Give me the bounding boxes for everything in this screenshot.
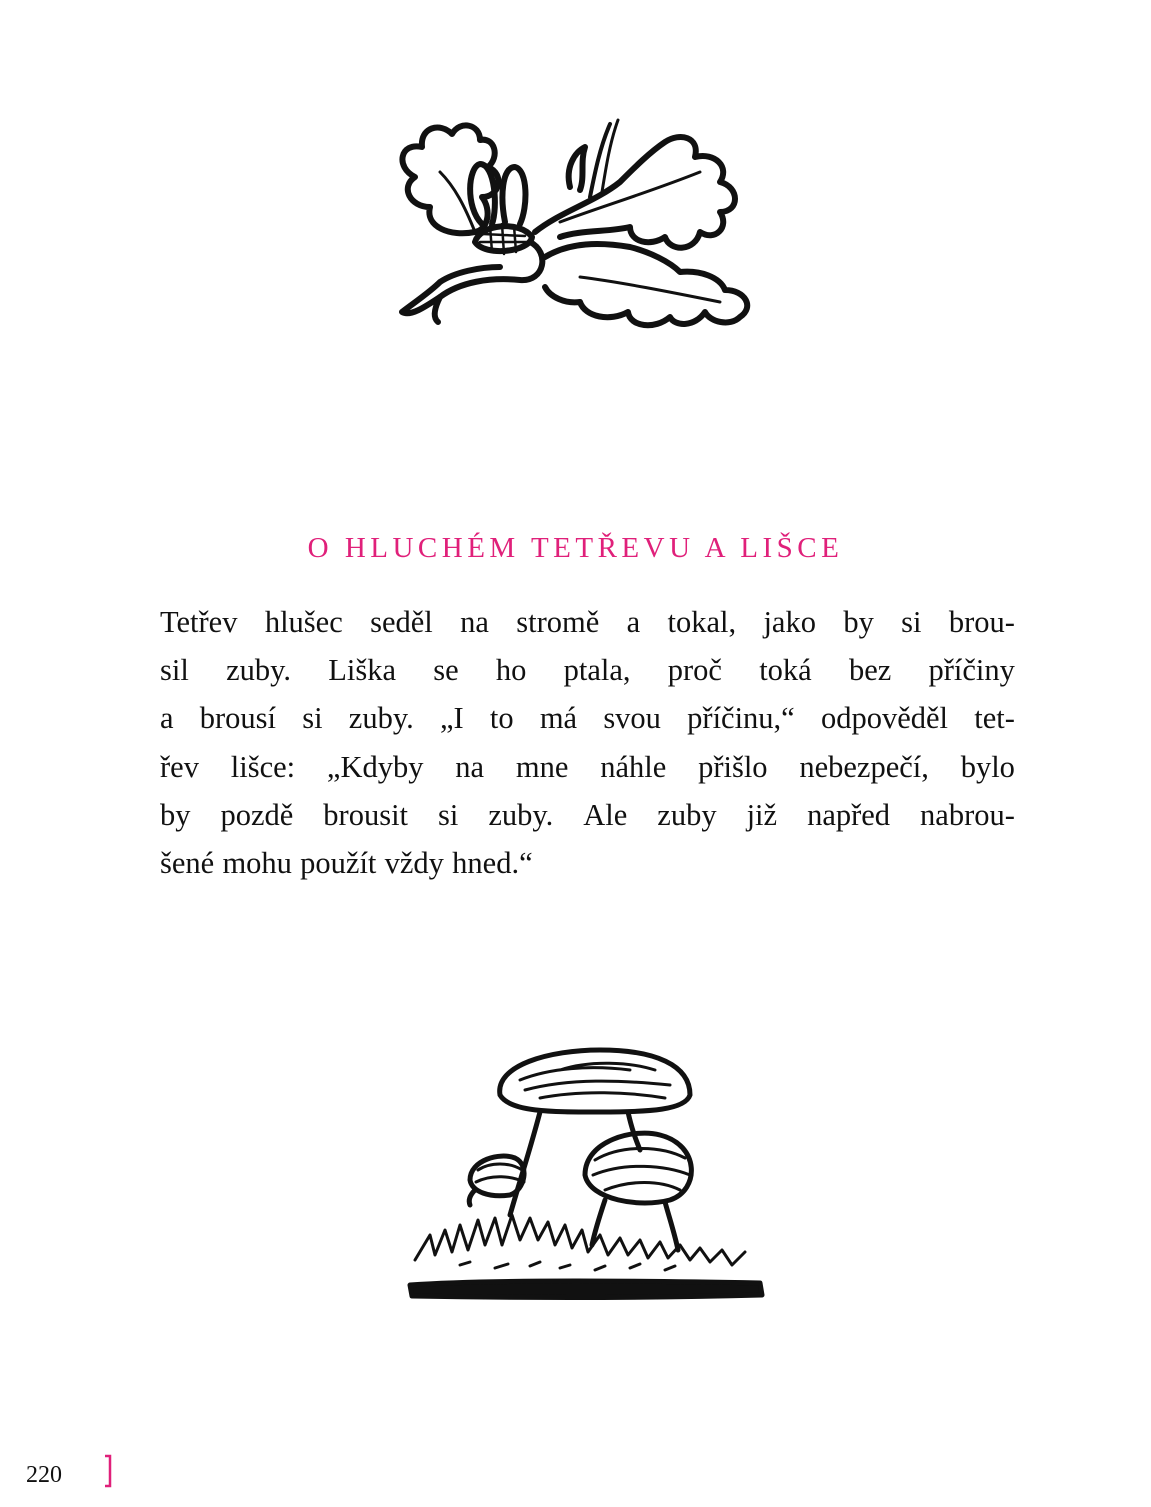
body-word: přišlo xyxy=(698,749,768,784)
body-word: stromě xyxy=(516,605,600,639)
body-word: ho xyxy=(495,653,527,688)
body-word: sil xyxy=(160,653,189,688)
body-word: brousit xyxy=(323,797,409,832)
body-word: Ale xyxy=(583,797,628,832)
body-word: již xyxy=(746,797,778,832)
body-word: zuby. xyxy=(488,797,554,832)
body-line xyxy=(160,791,1015,839)
body-word: si xyxy=(438,797,459,832)
body-line xyxy=(160,694,1015,742)
body-word: se xyxy=(433,653,459,688)
body-word: příčinu,“ xyxy=(687,701,795,736)
body-word: na xyxy=(460,605,489,639)
body-word: má xyxy=(539,701,578,736)
body-word: seděl xyxy=(370,605,433,639)
body-word: řev xyxy=(160,749,199,784)
body-word: napřed xyxy=(807,797,891,832)
body-word: si xyxy=(302,701,323,736)
body-word: by xyxy=(160,797,191,832)
folio-bracket xyxy=(103,1454,113,1488)
body-word: si xyxy=(901,605,922,639)
body-word: hned.“ xyxy=(452,846,533,881)
body-word: zuby. xyxy=(348,701,414,736)
story-title: O HLUCHÉM TETŘEVU A LIŠCE xyxy=(307,532,844,564)
body-word: to xyxy=(489,701,514,736)
body-line xyxy=(160,839,1015,887)
body-word: by xyxy=(843,605,874,639)
body-word: ptala, xyxy=(563,653,631,688)
body-word: jako xyxy=(763,605,816,639)
body-word: brousí xyxy=(199,701,277,736)
body-word: použít xyxy=(300,846,377,881)
body-word: nebezpečí, xyxy=(799,749,929,784)
body-word: a xyxy=(160,701,174,736)
body-word: toká xyxy=(759,653,812,688)
body-word: „Kdyby xyxy=(326,749,424,784)
body-word: lišce: xyxy=(230,749,296,784)
body-word: Liška xyxy=(328,653,396,688)
body-word: náhle xyxy=(600,749,667,784)
body-word: pozdě xyxy=(220,797,294,832)
body-word: a xyxy=(626,605,641,639)
body-word: mne xyxy=(515,749,569,784)
body-word: brou- xyxy=(948,605,1015,639)
body-word: mohu xyxy=(222,846,292,881)
mushrooms-illustration xyxy=(400,1040,780,1310)
story-body xyxy=(160,598,1015,887)
body-line xyxy=(160,646,1015,694)
body-word: odpověděl xyxy=(820,701,948,736)
oak-leaves-illustration xyxy=(380,112,800,342)
body-word: Tetřev xyxy=(160,605,238,639)
body-word: šené xyxy=(160,846,215,881)
body-word: tokal, xyxy=(667,605,737,639)
body-word: nabrou- xyxy=(920,797,1015,832)
body-word: proč xyxy=(667,653,722,688)
body-line xyxy=(160,743,1015,791)
body-word: vždy xyxy=(384,846,444,881)
body-word: zuby xyxy=(657,797,717,832)
body-word: svou xyxy=(603,701,661,736)
body-word: hlušec xyxy=(264,605,343,639)
page-number: 220 xyxy=(26,1462,62,1488)
body-word: bez xyxy=(848,653,892,688)
body-word: „I xyxy=(439,701,464,736)
body-word: tet- xyxy=(974,701,1015,736)
body-word: bylo xyxy=(960,749,1015,784)
body-line xyxy=(160,598,1015,646)
body-word: příčiny xyxy=(928,653,1015,688)
body-word: na xyxy=(455,749,485,784)
body-word: zuby. xyxy=(226,653,291,688)
